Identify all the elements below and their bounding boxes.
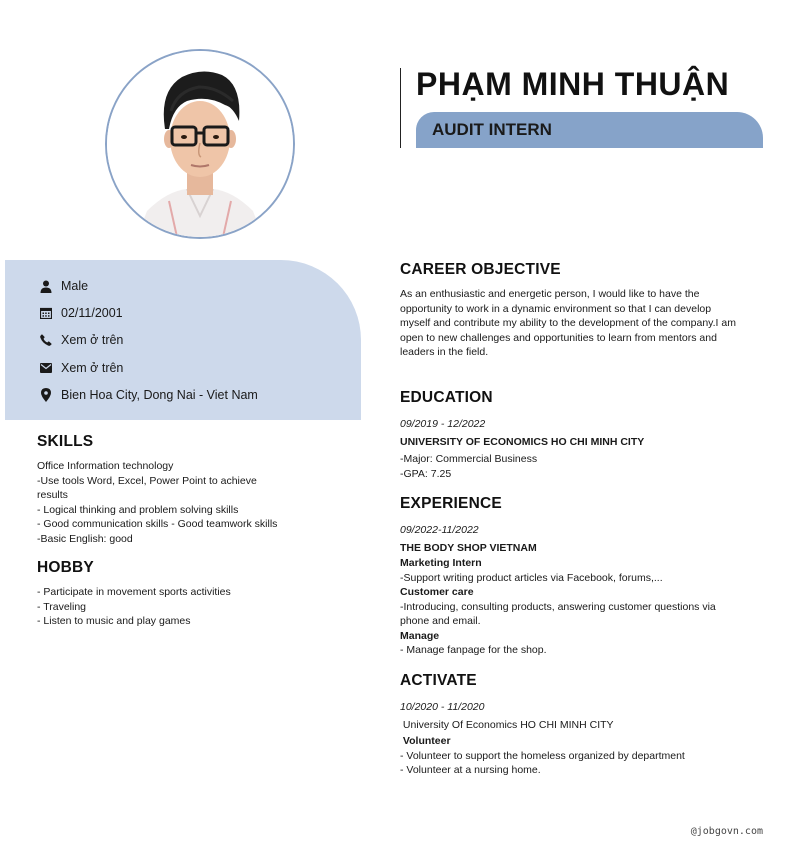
career-line: open to new challenges and opportunities to learn from mentors and	[400, 331, 717, 344]
career-text	[400, 287, 736, 360]
experience-block	[400, 523, 716, 658]
experience-role: Customer care	[400, 586, 474, 598]
activate-heading: ACTIVATE	[400, 672, 477, 689]
hobby-list	[37, 585, 231, 629]
education-school: UNIVERSITY OF ECONOMICS HO CHI MINH CITY	[400, 435, 645, 448]
phone-text: Xem ở trên	[61, 333, 124, 347]
skills-heading: SKILLS	[37, 433, 94, 450]
job-title: AUDIT INTERN	[432, 120, 552, 139]
activate-line: - Volunteer at a nursing home.	[400, 764, 541, 776]
contact-gender	[39, 277, 88, 295]
experience-role: Marketing Intern	[400, 557, 482, 569]
hobby-line: - Traveling	[37, 600, 87, 613]
contact-email	[39, 359, 123, 377]
career-line: As an enthusiastic and energetic person, I would like to have the	[400, 288, 700, 300]
contact-phone	[39, 331, 123, 349]
activate-block	[400, 700, 685, 778]
career-heading: CAREER OBJECTIVE	[400, 261, 561, 278]
experience-company: THE BODY SHOP VIETNAM	[400, 541, 537, 554]
contact-birthday	[39, 304, 123, 322]
skills-list	[37, 459, 277, 546]
mail-icon	[39, 361, 53, 375]
skills-line: results	[37, 489, 68, 501]
person-icon	[39, 279, 53, 293]
skills-line: - Good communication skills - Good teamwork skills	[37, 518, 278, 530]
experience-role-desc: - Manage fanpage for the shop.	[400, 644, 547, 656]
education-block	[400, 417, 644, 481]
candidate-name: PHẠM MINH THUẬN	[416, 66, 730, 102]
experience-period: 09/2022-11/2022	[400, 524, 479, 536]
activate-line: - Volunteer to support the homeless organized by department	[400, 749, 685, 762]
skills-line: Office Information technology	[37, 460, 174, 472]
hobby-line: - Participate in movement sports activities	[37, 586, 231, 598]
hobby-line: - Listen to music and play games	[37, 615, 191, 627]
education-gpa: -GPA: 7.25	[400, 467, 452, 480]
experience-role: Manage	[400, 629, 440, 642]
experience-heading: EXPERIENCE	[400, 495, 502, 512]
activate-role: Volunteer	[400, 735, 451, 747]
experience-role-desc: phone and email.	[400, 615, 481, 627]
activate-period: 10/2020 - 11/2020	[400, 701, 485, 713]
contact-panel	[5, 260, 361, 420]
education-major: -Major: Commercial Business	[400, 453, 538, 465]
career-line: myself and contribute my ability to the development of the company.I am	[400, 317, 736, 329]
birthday-text: 02/11/2001	[61, 306, 123, 320]
email-text: Xem ở trên	[61, 361, 124, 375]
skills-line: - Logical thinking and problem solving skills	[37, 503, 239, 516]
address-text: Bien Hoa City, Dong Nai - Viet Nam	[61, 388, 258, 402]
header-divider	[400, 68, 401, 148]
watermark: @jobgovn.com	[690, 826, 763, 837]
skills-line: -Use tools Word, Excel, Power Point to achieve	[37, 474, 257, 487]
education-heading: EDUCATION	[400, 389, 493, 406]
job-title-band	[416, 112, 763, 148]
experience-role-desc: -Introducing, consulting products, answering customer questions via	[400, 600, 716, 613]
career-line: opportunity to work in a dynamic environment so that I can develop	[400, 302, 712, 315]
education-period: 09/2019 - 12/2022	[400, 418, 486, 430]
experience-role-desc: -Support writing product articles via Facebook, forums,...	[400, 571, 663, 584]
calendar-icon	[39, 306, 53, 320]
profile-photo	[105, 49, 295, 239]
phone-icon	[39, 333, 53, 347]
contact-address	[39, 386, 258, 404]
activate-org: University Of Economics HO CHI MINH CITY	[400, 718, 614, 731]
gender-text: Male	[61, 279, 89, 293]
hobby-heading: HOBBY	[37, 559, 94, 576]
location-pin-icon	[39, 388, 53, 402]
skills-line: -Basic English: good	[37, 532, 133, 545]
career-line: leaders in the field.	[400, 346, 489, 358]
